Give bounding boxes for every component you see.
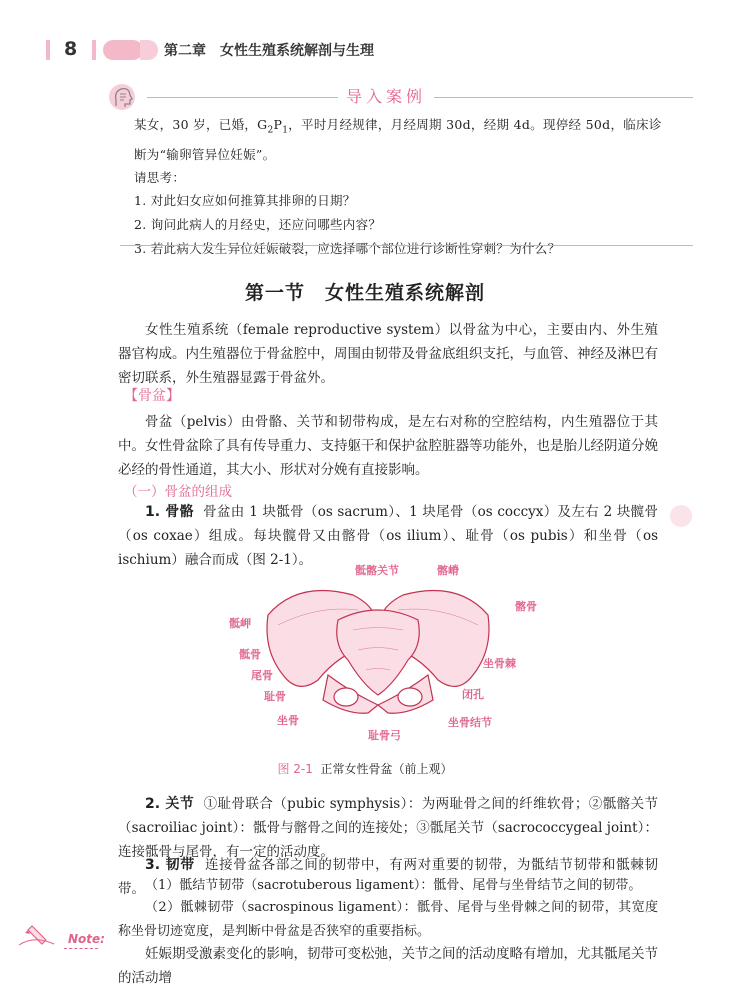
ligament-item: （2）骶棘韧带（sacrospinous ligament）：骶骨、尾骨与坐骨棘之间的韧带，其宽度称坐骨切迹宽度，是判断中骨盆是否狭窄的重要指标。 [118, 900, 658, 939]
case-question: 3. 若此病人发生异位妊娠破裂，应选择哪个部位进行诊断性穿刺？为什么？ [134, 240, 561, 256]
label-pubis: 耻骨 [264, 690, 286, 703]
label-promontory: 骶岬 [229, 617, 251, 630]
pelvis-paragraph: 骨盆（pelvis）由骨骼、关节和韧带构成，是左右对称的空腔结构，内生殖器位于其中。女性骨盆除了具有传导重力、支持躯干和保护盆腔脏器等功能外，也是胎儿经阴道分娩必经的骨性通道，其大小、形状对分娩有直接影响。 [118, 414, 658, 478]
header-accent-bar [46, 40, 50, 60]
note-label: Note: [68, 932, 105, 946]
case-prompt: 请思考： [134, 169, 186, 185]
header-decoration [140, 40, 158, 60]
label-sacrum: 骶骨 [239, 648, 261, 661]
page-number: 8 [64, 38, 78, 60]
ligament-label: 3. 韧带 [145, 857, 195, 873]
bones-paragraph: 1. 骨骼 骨盆由 1 块骶骨（os sacrum）、1 块尾骨（os coccyx）及左右 2 块髋骨（os coxae）组成。每块髋骨又由髂骨（os ilium）、耻骨（os pubis）和坐骨（os ischium）融合而成（图 2-1）。 [118, 504, 658, 568]
case-question: 2. 询问此病人的月经史，还应问哪些内容？ [134, 216, 382, 232]
note-underline [64, 948, 98, 949]
section-intro: 女性生殖系统（female reproductive system）以骨盆为中心，主要由内、外生殖器官构成。内生殖器位于骨盆腔中，周围由韧带及骨盆底组织支托，与血管、神经及淋巴有密切联系，外生殖器显露于骨盆外。 [118, 322, 658, 386]
label-coccyx: 尾骨 [251, 669, 273, 682]
section-title: 第一节 女性生殖系统解剖 [244, 282, 485, 304]
header-accent-bar [92, 40, 96, 60]
label-ilium: 髂骨 [515, 600, 537, 613]
case-question: 1. 对此妇女应如何推算其排卵的日期？ [134, 192, 356, 208]
case-title: 导入案例 [338, 84, 434, 107]
pregnancy-paragraph: 妊娠期受激素变化的影响，韧带可变松弛，关节之间的活动度略有增加，尤其骶尾关节的活动增 [118, 946, 658, 986]
case-body [134, 113, 664, 261]
pencil-icon [14, 920, 64, 950]
bones-label: 1. 骨骼 [145, 504, 194, 520]
pelvis-illustration [258, 575, 498, 725]
ligament-paragraph: 3. 韧带 连接骨盆各部之间的韧带中，有两对重要的韧带，为骶结节韧带和骶棘韧带。 [118, 857, 659, 897]
joints-paragraph: 2. 关节 ①耻骨联合（pubic symphysis）：为两耻骨之间的纤维软骨；②骶髂关节（sacroiliac joint）：骶骨与髂骨之间的连接处；③骶尾关节（sacrococcygeal joint）：连接骶骨与尾骨，有一定的活动度。 [118, 796, 658, 860]
subsection-heading: （一）骨盆的组成 [124, 484, 232, 500]
joints-label: 2. 关节 [145, 796, 195, 812]
label-obturator: 闭孔 [462, 688, 484, 701]
case-divider-bottom [120, 245, 693, 246]
label-sacroiliac-joint: 骶髂关节 [355, 564, 399, 577]
label-ischial-spine: 坐骨棘 [483, 657, 516, 670]
label-iliac-crest: 髂嵴 [437, 564, 459, 577]
header-decoration [103, 40, 143, 60]
margin-decoration [670, 505, 692, 527]
chapter-title: 第二章 女性生殖系统解剖与生理 [164, 43, 374, 59]
pelvis-heading: 【骨盆】 [124, 388, 180, 404]
figure-caption: 图 2-1 正常女性骨盆（前上观） [277, 762, 453, 776]
ligament-item: （1）骶结节韧带（sacrotuberous ligament）：骶骨、尾骨与坐骨结节之间的韧带。 [145, 878, 642, 893]
case-intro: 某女，30 岁，已婚，$G_2P_1$，平时月经规律，月经周期 30d，经期 4d。现停经 50d，临床诊断为“输卵管异位妊娠”。 [134, 117, 662, 162]
label-ischial-tuberosity: 坐骨结节 [448, 716, 492, 729]
head-profile-icon [106, 82, 140, 112]
label-pubic-arch: 耻骨弓 [368, 729, 401, 742]
label-ischium: 坐骨 [277, 714, 299, 727]
